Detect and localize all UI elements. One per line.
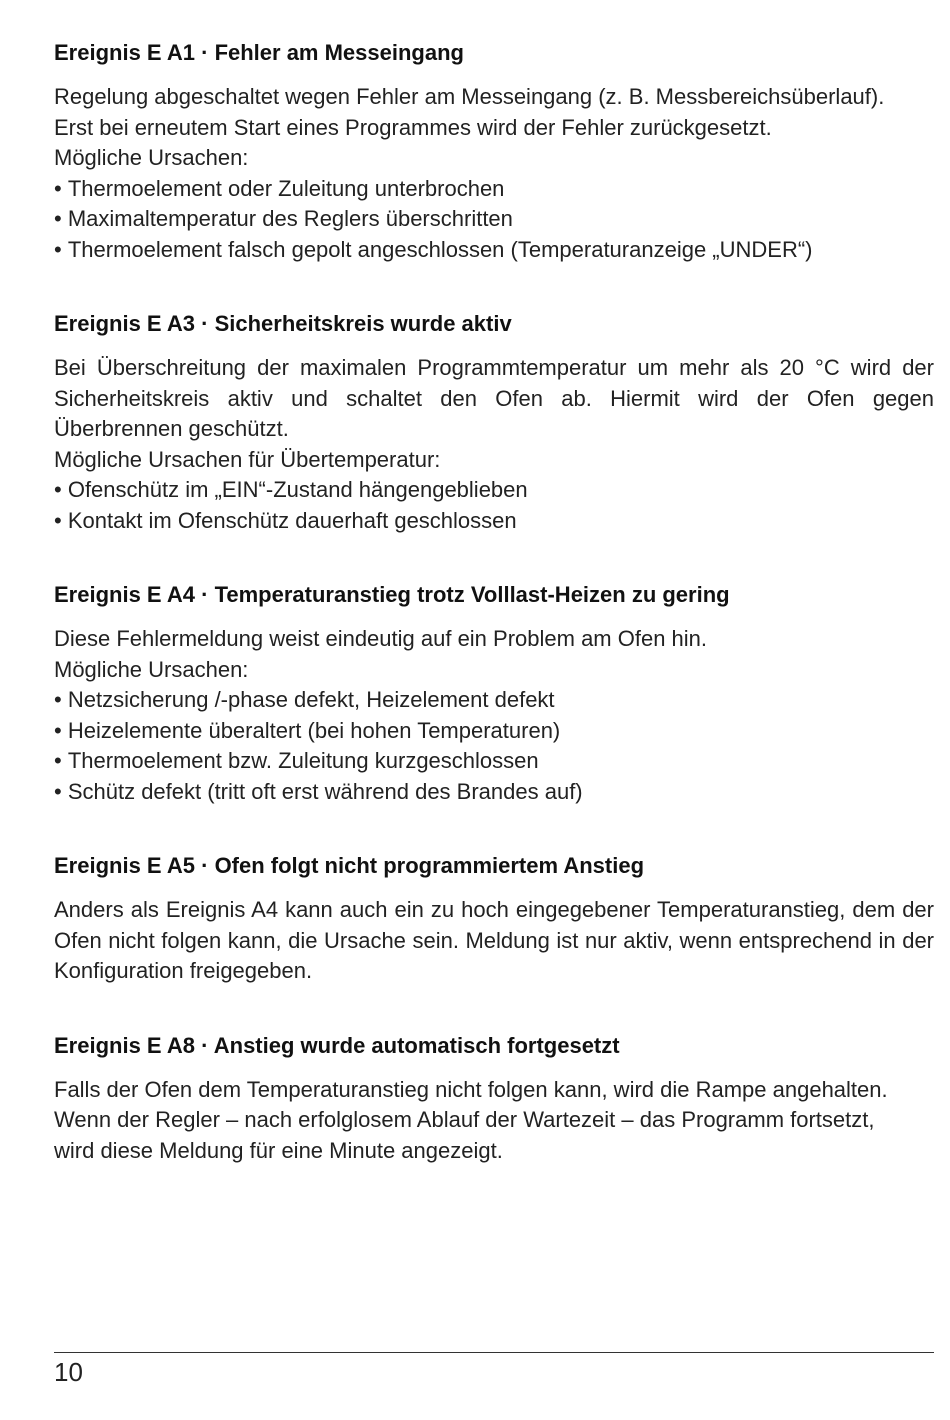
- list-item: • Ofenschütz im „EIN“-Zustand hängengeblieben: [54, 475, 934, 506]
- section-sub-line: [54, 445, 934, 476]
- paragraph-line: Diese Fehlermeldung weist eindeutig auf ein Problem am Ofen hin.: [54, 626, 708, 651]
- list-item: • Netzsicherung /-phase defekt, Heizelement defekt: [54, 685, 934, 716]
- paragraph-line: Mögliche Ursachen:: [54, 145, 249, 170]
- section-event-a4: [54, 580, 934, 807]
- section-paragraph: Bei Überschreitung der maximalen Programmtemperatur um mehr als 20 °C wird der Sicherheitskreis aktiv und schaltet den Ofen ab. Hiermit wird der Ofen gegen Überbrennen geschützt.: [54, 355, 934, 441]
- paragraph-line: Wenn der Regler – nach erfolglosem Ablauf der Wartezeit – das Programm fortsetzt,: [54, 1107, 875, 1132]
- paragraph-line: Falls der Ofen dem Temperaturanstieg nicht folgen kann, wird die Rampe angehalten.: [54, 1076, 888, 1102]
- section-event-a3: [54, 309, 934, 536]
- list-item: • Heizelemente überaltert (bei hohen Temperaturen): [54, 716, 934, 747]
- cause-list: [54, 475, 934, 536]
- cause-list: [54, 174, 934, 266]
- document-page: [54, 38, 934, 1210]
- section-heading: Ereignis E A8 · Anstieg wurde automatisch fortgesetzt: [54, 1032, 620, 1058]
- section-paragraph: [54, 624, 934, 685]
- paragraph-line: Erst bei erneutem Start eines Programmes wird der Fehler zurückgesetzt.: [54, 114, 772, 140]
- section-heading: Ereignis E A4 · Temperaturanstieg trotz Volllast-Heizen zu gering: [54, 582, 730, 607]
- list-item: • Thermoelement oder Zuleitung unterbrochen: [54, 174, 934, 205]
- list-item: • Thermoelement bzw. Zuleitung kurzgeschlossen: [54, 746, 934, 777]
- section-paragraph: Anders als Ereignis A4 kann auch ein zu hoch eingegebener Temperaturanstieg, dem der Ofen nicht folgen kann, die Ursache sein. Meldung ist nur aktiv, wenn entsprechend in der Konfiguration freigegeben.: [54, 897, 934, 983]
- section-event-a8: [54, 1031, 934, 1167]
- footer-divider: [54, 1352, 934, 1353]
- section-event-a1: [54, 38, 934, 265]
- list-item: • Maximaltemperatur des Reglers überschritten: [54, 204, 934, 235]
- section-heading: Ereignis E A5 · Ofen folgt nicht programmiertem Anstieg: [54, 853, 645, 878]
- section-event-a5: [54, 851, 934, 987]
- section-heading: Ereignis E A1 · Fehler am Messeingang: [54, 40, 464, 65]
- list-item: • Thermoelement falsch gepolt angeschlossen (Temperaturanzeige „UNDER“): [54, 235, 934, 266]
- paragraph-line: Mögliche Ursachen:: [54, 656, 249, 682]
- cause-list: [54, 685, 934, 807]
- section-heading: Ereignis E A3 · Sicherheitskreis wurde aktiv: [54, 311, 512, 336]
- page-number: 10: [54, 1357, 83, 1387]
- section-paragraph: [54, 1075, 934, 1167]
- paragraph-line: wird diese Meldung für eine Minute angezeigt.: [54, 1137, 503, 1163]
- paragraph-line: Regelung abgeschaltet wegen Fehler am Messeingang (z. B. Messbereichsüberlauf).: [54, 84, 885, 109]
- list-item: • Schütz defekt (tritt oft erst während des Brandes auf): [54, 777, 934, 808]
- section-paragraph: [54, 82, 934, 174]
- paragraph-line: Mögliche Ursachen für Übertemperatur:: [54, 446, 441, 472]
- list-item: • Kontakt im Ofenschütz dauerhaft geschlossen: [54, 506, 934, 537]
